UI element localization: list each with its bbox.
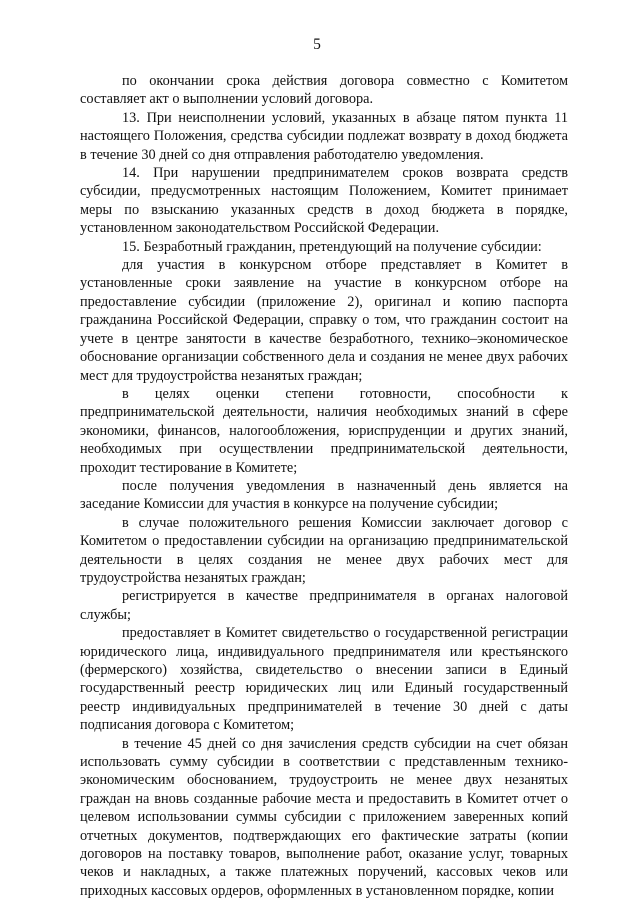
paragraph-continuation-act: по окончании срока действия договора совместно с Комитетом составляет акт о выполнении условий договора. (80, 73, 568, 108)
paragraph-15-competition-application: для участия в конкурсном отборе представляет в Комитет в установленные сроки заявление на участие в конкурсном отборе на предоставление субсидии (приложение 2), оригинал и копию паспорта гражданина Российской Федерации, справку о том, что гражданин состоит на учете в центре занятости в качестве безработного, технико–экономическое обоснование организации собственного дела и создания не менее двух рабочих мест для трудоустройства незанятых граждан; (80, 257, 568, 384)
paragraph-15-testing: в целях оценки степени готовности, способности к предпринимательской деятельности, наличия необходимых знаний в сфере экономики, финансов, налогообложения, юриспруденции и других знаний, необходимых при осуществлении предпринимательской деятельности, проходит тестирование в Комитете; (80, 385, 568, 476)
page-number: 5 (313, 36, 321, 53)
paragraph-15-commission-meeting: после получения уведомления в назначенный день является на заседание Комиссии для участия в конкурсе на получение субсидии; (80, 477, 568, 513)
paragraph-13: 13. При неисполнении условий, указанных в абзаце пятом пункта 11 настоящего Положения, средства субсидии подлежат возврату в доход бюджета в течение 30 дней со дня отправления работодателю уведомления. (80, 109, 568, 163)
paragraph-15-tax-registration: регистрируется в качестве предпринимателя в органах налоговой службы; (80, 588, 568, 623)
paragraph-15: 15. Безработный гражданин, претендующий на получение субсидии: (122, 238, 542, 255)
paragraph-15-subsidy-use-report: в течение 45 дней со дня зачисления средств субсидии на счет обязан использовать сумму субсидии в соответствии с представленным технико-экономическим обоснованием, трудоустроить не менее двух незанятых граждан на вновь созданные рабочие места и предоставить в Комитет отчет о целевом использовании суммы субсидии с приложением заверенных копий отчетных документов, подтверждающих его фактические затраты (копии договоров на поставку товаров, выполнение работ, оказание услуг, товарных чеков и накладных, а также платежных поручений, кассовых чеков или приходных кассовых ордеров, оформленных в установленном порядке, копии (80, 735, 568, 899)
document-body (80, 72, 568, 900)
paragraph-15-registration-certificate: предоставляет в Комитет свидетельство о государственной регистрации юридического лица, индивидуального предпринимателя или крестьянского (фермерского) хозяйства, свидетельство о внесении записи в Единый государственный реестр юридических лиц или Единый государственный реестр индивидуальных предпринимателей в течение 30 дней с даты подписания договора с Комитетом; (80, 625, 568, 734)
paragraph-15-contract: в случае положительного решения Комиссии заключает договор с Комитетом о предоставлении субсидии на организацию предпринимательской деятельности в целях создания не менее двух рабочих мест для трудоустройства незанятых граждан; (80, 514, 568, 586)
paragraph-14: 14. При нарушении предпринимателем сроков возврата средств субсидии, предусмотренных настоящим Положением, Комитет принимает меры по взысканию указанных средств в доход бюджета в порядке, установленном законодательством Российской Федерации. (80, 165, 568, 237)
